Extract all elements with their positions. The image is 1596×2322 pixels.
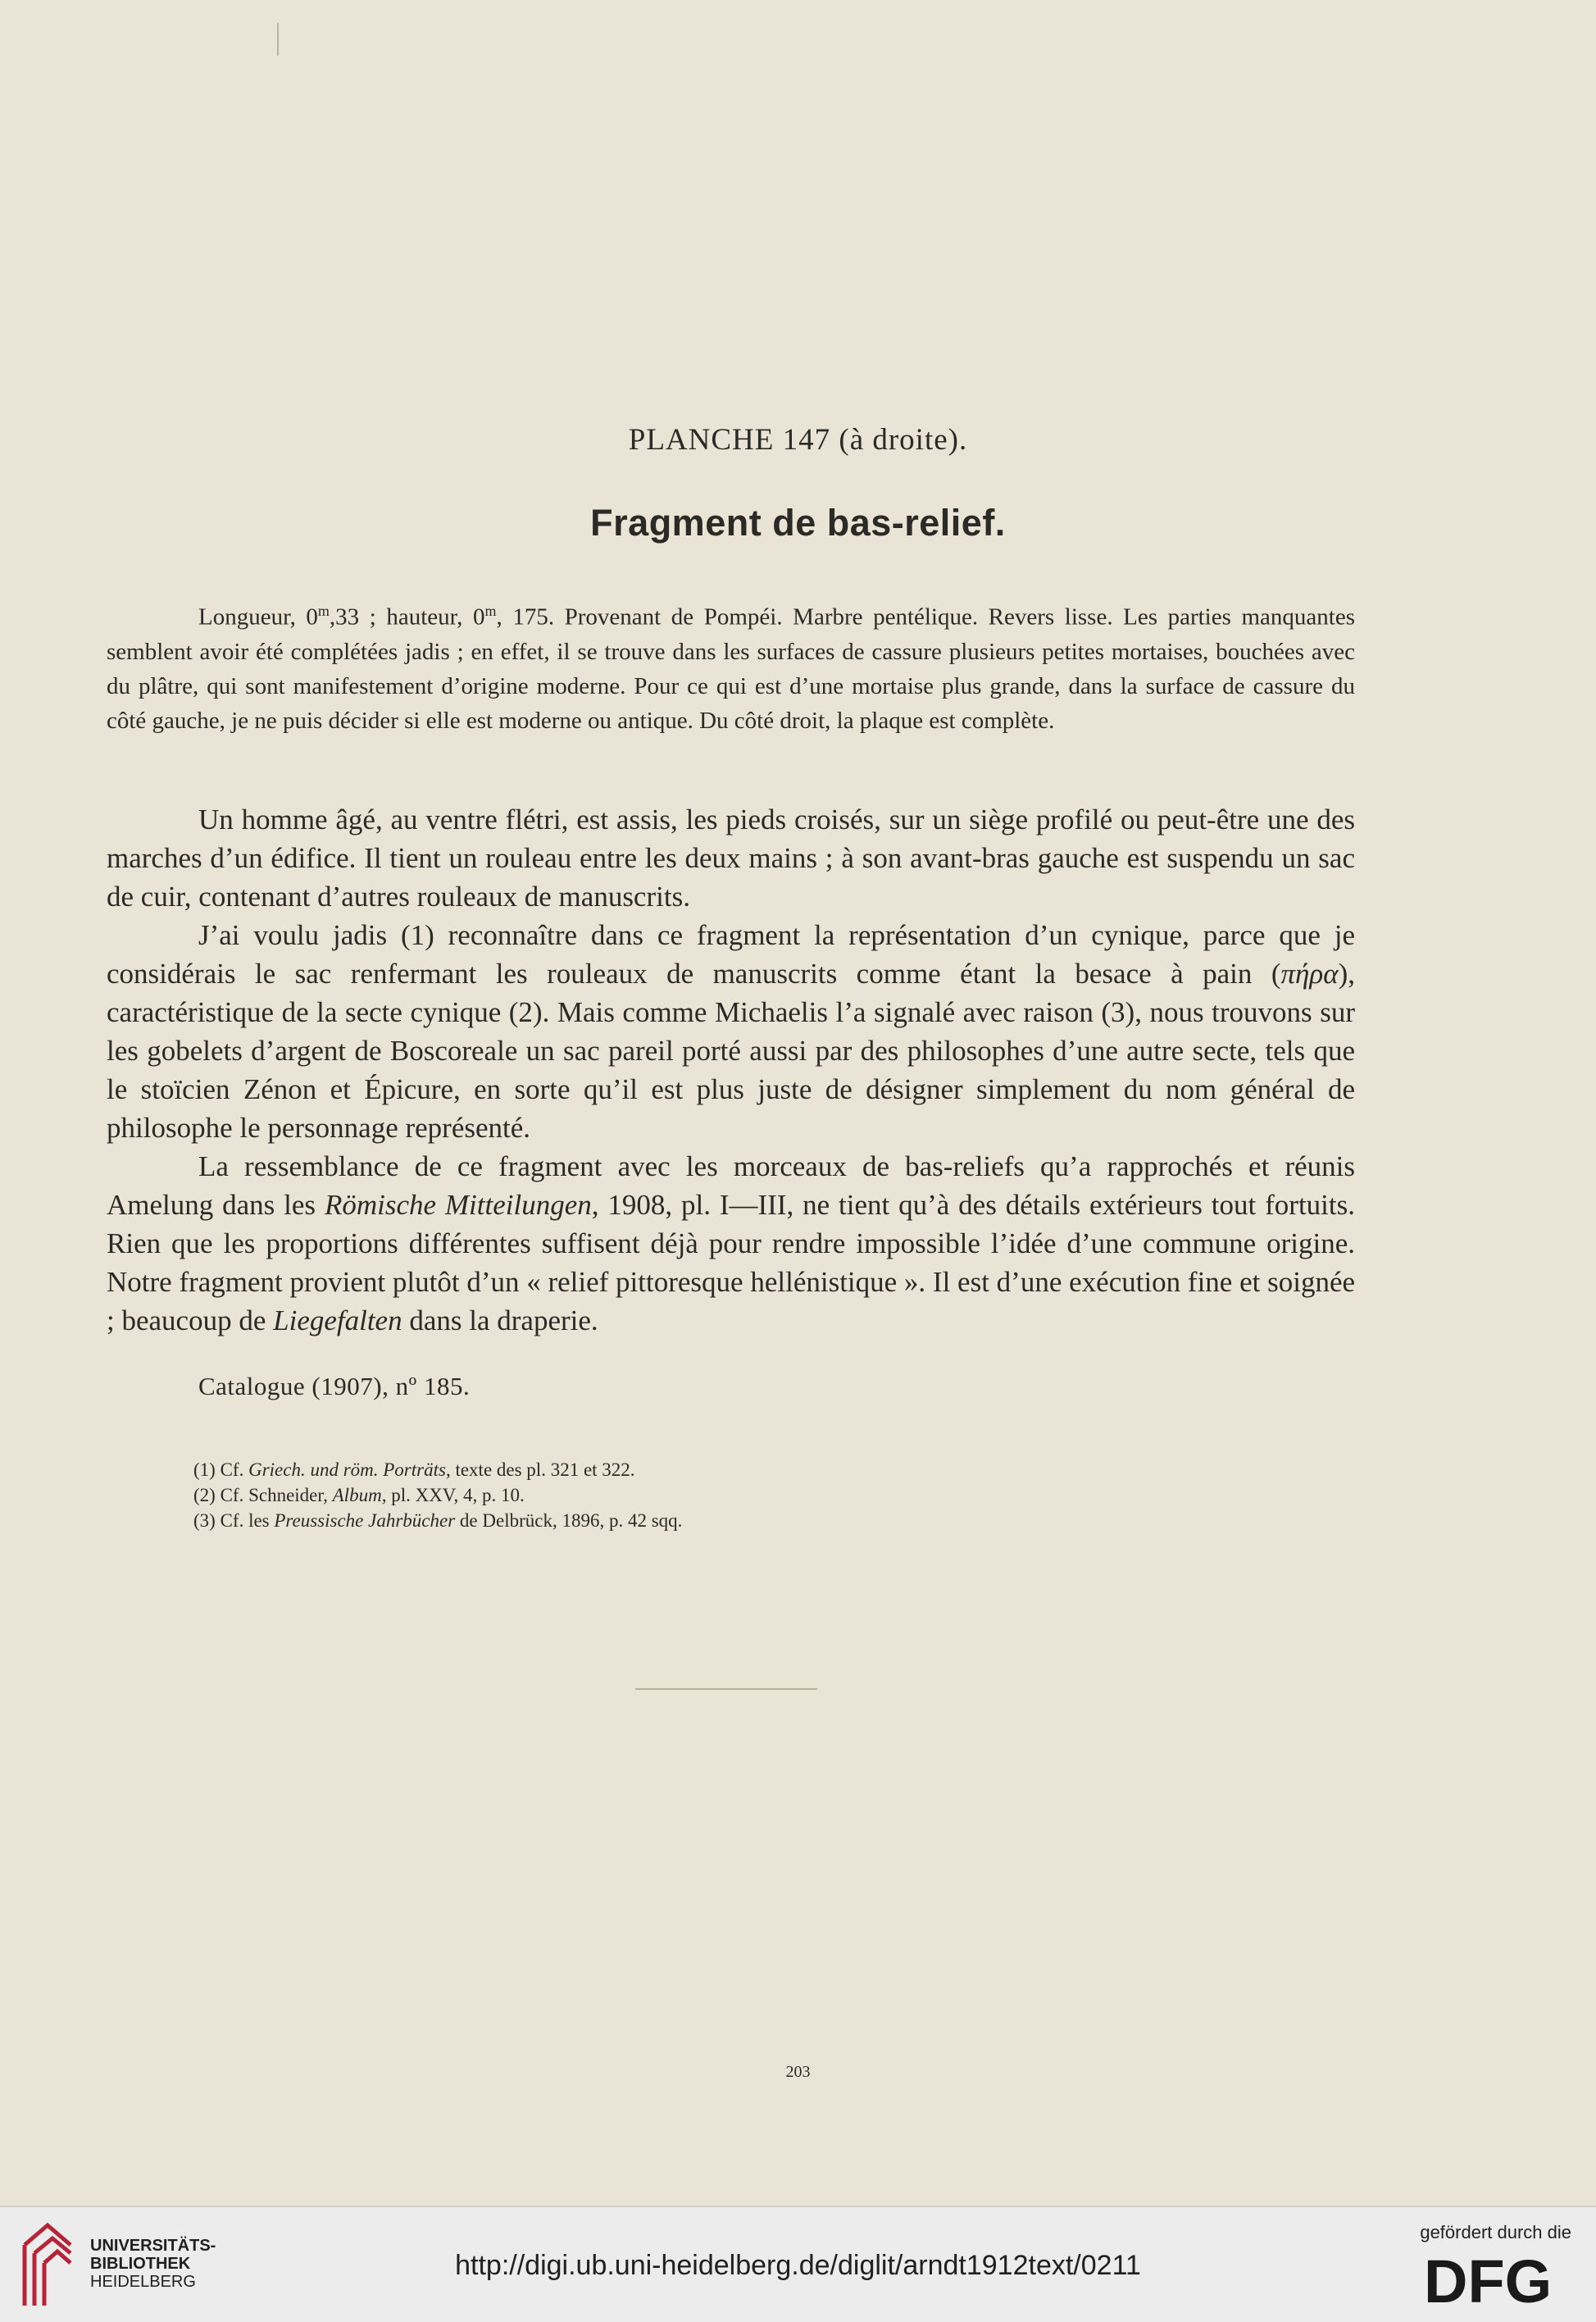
paragraph-2: J’ai voulu jadis (1) reconnaître dans ce fragment la représentation d’un cynique, parce que je considérais le sac renfermant les rouleaux de manuscrits comme étant la besace à pain (πήρα), caractéristique de la secte cynique (2). Mais comme Michaelis l’a signalé avec raison (3), nous trouvons sur les gobelets d’argent de Boscoreale un sac pareil porté aussi par des philosophes d’une autre secte, tels que le stoïcien Zénon et Épicure, en sorte qu’il est plus juste de désigner simplement du nom général de philosophe le personnage représenté. (107, 919, 1355, 1144)
desc-text-1: Longueur, 0 (198, 603, 318, 631)
paragraph-3: La ressemblance de ce fragment avec les morceaux de bas-reliefs qu’a rapprochés et réunis Amelung dans les Römische Mitteilungen, 1908, pl. I—III, ne tient qu’à des détails extérieurs tout fortuits. Rien que les proportions différentes suffisent déjà pour rendre impossible l’idée d’une commune origine. Notre fragment provient plutôt d’un « relief pittoresque hellénistique ». Il est d’une exécution fine et soignée ; beaucoup de Liegefalten dans la draperie. (107, 1150, 1356, 1336)
funding-label: gefördert durch die (1420, 2222, 1571, 2242)
german-term: Liegefalten (273, 1304, 402, 1336)
desc-sup-1: m (317, 603, 330, 619)
page-number: 203 (785, 2063, 811, 2081)
footnotes (193, 1457, 682, 1533)
footnote: (3) Cf. les Preussische Jahrbücher de Delbrück, 1896, p. 42 sqq. (193, 1510, 683, 1531)
greek-word: πήρα (1280, 958, 1339, 990)
divider (635, 1688, 817, 1690)
dfg-logo-icon[interactable] (1424, 2253, 1571, 2311)
library-name: UNIVERSITÄTS- BIBLIOTHEK HEIDELBERG (90, 2237, 216, 2291)
viewer-footer (0, 2206, 1596, 2322)
desc-text-2: ,33 ; hauteur, 0 (329, 603, 485, 631)
permalink-url[interactable]: http://digi.ub.uni-heidelberg.de/diglit/arndt1912text/0211 (455, 2250, 1141, 2281)
main-text (107, 800, 1355, 1340)
desc-sup-2: m (484, 603, 497, 619)
footnote: (2) Cf. Schneider, Album, pl. XXV, 4, p. 10. (193, 1485, 525, 1505)
footnote: (1) Cf. Griech. und röm. Porträts, texte des pl. 321 et 322. (193, 1459, 635, 1480)
plate-heading: PLANCHE 147 (à droite). (628, 423, 968, 457)
catalogue-reference: Catalogue (1907), nº 185. (198, 1372, 471, 1400)
paragraph-1: Un homme âgé, au ventre flétri, est assis, les pieds croisés, sur un siège profilé ou peut-être une des marches d’un édifice. Il tient un rouleau entre les deux mains ; à son avant-bras gauche est suspendu un sac de cuir, contenant d’autres rouleaux de manuscrits. (107, 804, 1355, 913)
page-title: Fragment de bas-relief. (590, 502, 1006, 544)
journal-title: Römische Mitteilungen (324, 1189, 592, 1221)
object-description (107, 594, 1355, 738)
dfg-logo-text: DFG (1424, 2253, 1553, 2307)
desc-text-3: , 175. Provenant de Pompéi. Marbre pentélique. Revers lisse. Les parties manquantes semblent avoir été complétées jadis ; en effet, il se trouve dans les surfaces de cassure plusieurs petites mortaises, bouchées avec du plâtre, qui sont manifestement d’origine moderne. Pour ce qui est d’une mortaise plus grande, dans la surface de cassure du côté gauche, je ne puis décider si elle est moderne ou antique. Du côté droit, la plaque est complète. (107, 603, 1355, 734)
scan-mark (277, 23, 279, 56)
